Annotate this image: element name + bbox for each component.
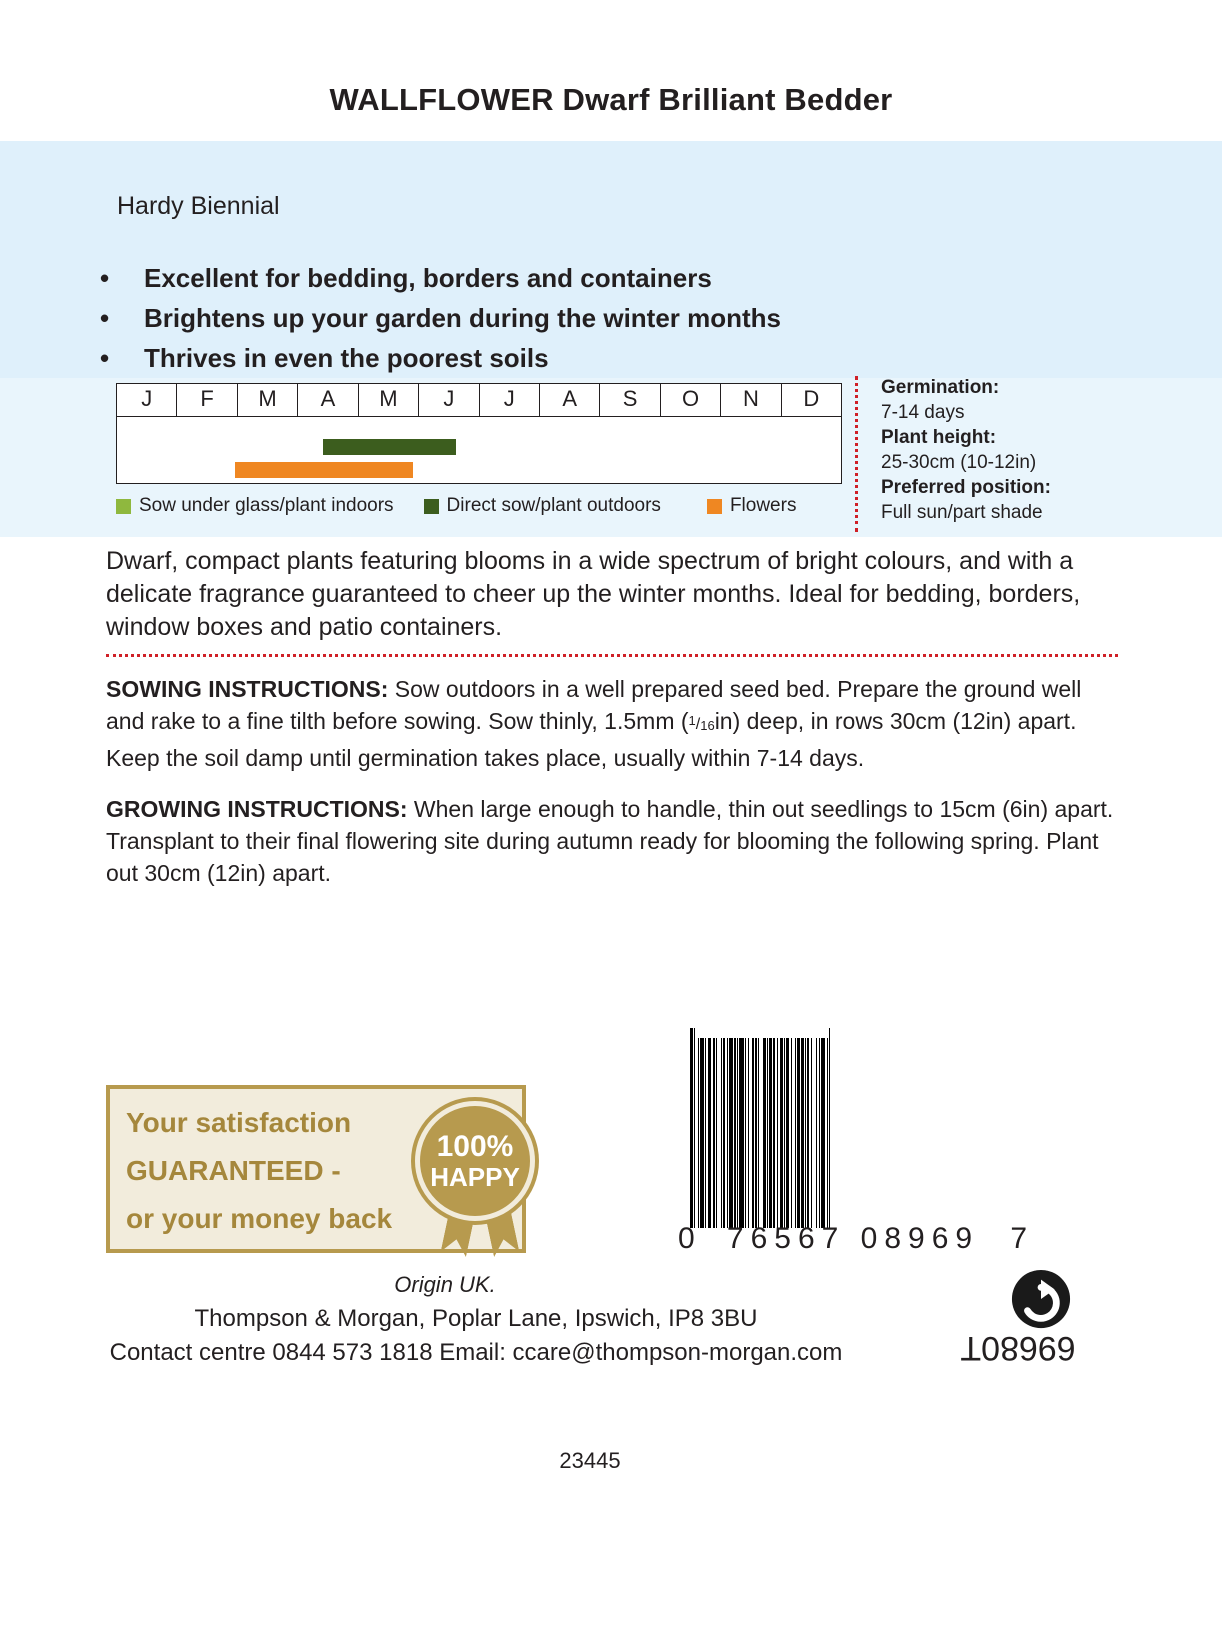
- barcode: [690, 1028, 990, 1228]
- rosette-happy-label: HAPPY: [430, 1162, 520, 1192]
- legend-label: Direct sow/plant outdoors: [446, 495, 661, 516]
- calendar-month-cell: D: [803, 386, 820, 411]
- legend-label: Flowers: [729, 495, 797, 516]
- sowing-calendar: [116, 383, 842, 484]
- fact-value: 25-30cm (10-12in): [881, 452, 1037, 473]
- legend-item: [707, 495, 797, 517]
- address-line-2: Contact centre 0844 573 1818 Email: ccare@thompson-morgan.com: [109, 1339, 843, 1366]
- address-line-1: Thompson & Morgan, Poplar Lane, Ipswich, IP8 3BU: [194, 1305, 758, 1332]
- legend-item: [424, 495, 661, 517]
- guarantee-line-1: Your satisfaction: [126, 1107, 352, 1138]
- fraction-denominator: 16: [700, 718, 715, 733]
- calendar-month-cell: O: [661, 384, 721, 416]
- calendar-month-cell: J: [419, 384, 479, 416]
- legend-item: [116, 495, 394, 517]
- calendar-legend: [116, 495, 842, 517]
- barcode-bar: [830, 1028, 833, 1228]
- sowing-instructions: [106, 673, 1118, 774]
- growing-instructions-heading: GROWING INSTRUCTIONS:: [106, 796, 408, 822]
- growing-instructions: [106, 793, 1118, 889]
- legend-swatch-icon: [707, 499, 722, 514]
- fraction-icon: $^1/_{16}$: [688, 713, 715, 733]
- page-title: WALLFLOWER Dwarf Brilliant Bedder: [329, 82, 893, 117]
- product-code: 69680T: [960, 1329, 1076, 1367]
- guarantee-line-2: GUARANTEED -: [126, 1155, 341, 1186]
- fact-germination: [881, 375, 1211, 425]
- barcode-digits: [678, 1222, 1028, 1256]
- flowers-bar: [235, 462, 413, 478]
- instructions-section: [106, 673, 1118, 908]
- calendar-month-cell: A: [540, 384, 600, 416]
- feature-bullet-list: [100, 258, 980, 378]
- sowing-instructions-text-b: in) deep, in rows 30cm (12in) apart. Keep the soil damp until germination takes place, usually within 7-14 days.: [106, 708, 1077, 771]
- barcode-main-digits: 76567 08969: [726, 1222, 980, 1255]
- product-description: Dwarf, compact plants featuring blooms in a wide spectrum of bright colours, and with a delicate fragrance guaranteed to cheer up the winter months. Ideal for bedding, borders, window boxes and patio containers.: [106, 547, 1081, 641]
- legend-swatch-icon: [424, 499, 439, 514]
- calendar-month-cell: M: [359, 384, 419, 416]
- bullet-icon: •: [100, 263, 110, 293]
- satisfaction-guarantee-box: [106, 1085, 526, 1253]
- vertical-dotted-divider: [855, 376, 858, 532]
- fact-label: Plant height:: [881, 427, 997, 448]
- guarantee-text: [126, 1099, 426, 1243]
- fact-value: Full sun/part shade: [881, 502, 1043, 523]
- bullet-icon: •: [100, 343, 110, 373]
- list-item: [100, 298, 980, 338]
- origin-label: Origin UK.: [394, 1272, 496, 1297]
- calendar-month-cell: S: [600, 384, 660, 416]
- barcode-bars: [690, 1028, 990, 1228]
- fact-preferred-position: [881, 475, 1211, 525]
- rosette-badge: [415, 1101, 535, 1221]
- sowing-instructions-text-a: Sow outdoors in a well prepared seed bed. Prepare the ground well and rake to a fine tilth before sowing. Sow thinly, 1.5mm (: [106, 676, 1082, 734]
- calendar-month-header: [116, 383, 842, 416]
- list-item: [100, 258, 980, 298]
- fact-plant-height: [881, 425, 1211, 475]
- sowing-instructions-heading: SOWING INSTRUCTIONS:: [106, 676, 389, 702]
- calendar-month-cell: J: [117, 384, 177, 416]
- legend-label: Sow under glass/plant indoors: [139, 495, 394, 516]
- fraction-numerator: 1: [688, 713, 696, 728]
- barcode-right-digit: 7: [1010, 1222, 1028, 1255]
- calendar-bars-area: [116, 416, 842, 484]
- calendar-month-cell: F: [177, 384, 237, 416]
- direct-sow-bar: [323, 439, 456, 455]
- barcode-left-digit: 0: [678, 1222, 696, 1255]
- bullet-text: Brightens up your garden during the winter months: [144, 303, 782, 333]
- rosette-percent: 100%: [436, 1130, 514, 1163]
- list-item: [100, 338, 980, 378]
- legend-swatch-icon: [116, 499, 131, 514]
- plant-type-label: Hardy Biennial: [117, 192, 280, 220]
- plant-facts: [881, 375, 1211, 525]
- company-address: [0, 1302, 952, 1370]
- fact-value: 7-14 days: [881, 402, 965, 423]
- fact-label: Preferred position:: [881, 477, 1051, 498]
- recycle-icon: [1010, 1268, 1072, 1330]
- horizontal-dotted-divider: [106, 654, 1118, 657]
- calendar-month-cell: J: [480, 384, 540, 416]
- calendar-month-cell: N: [721, 384, 781, 416]
- calendar-month-cell: M: [238, 384, 298, 416]
- bullet-text: Thrives in even the poorest soils: [144, 343, 549, 373]
- growing-instructions-text: When large enough to handle, thin out seedlings to 15cm (6in) apart. Transplant to their final flowering site during autumn ready for blooming the following spring. Plant out 30cm (12in) apart.: [106, 796, 1114, 886]
- guarantee-line-3: or your money back: [126, 1203, 393, 1234]
- bullet-icon: •: [100, 303, 110, 333]
- bullet-text: Excellent for bedding, borders and containers: [144, 263, 712, 293]
- fact-label: Germination:: [881, 377, 1000, 398]
- document-number: 23445: [559, 1448, 621, 1473]
- calendar-month-cell: A: [298, 384, 358, 416]
- rosette-icon: [410, 1095, 560, 1255]
